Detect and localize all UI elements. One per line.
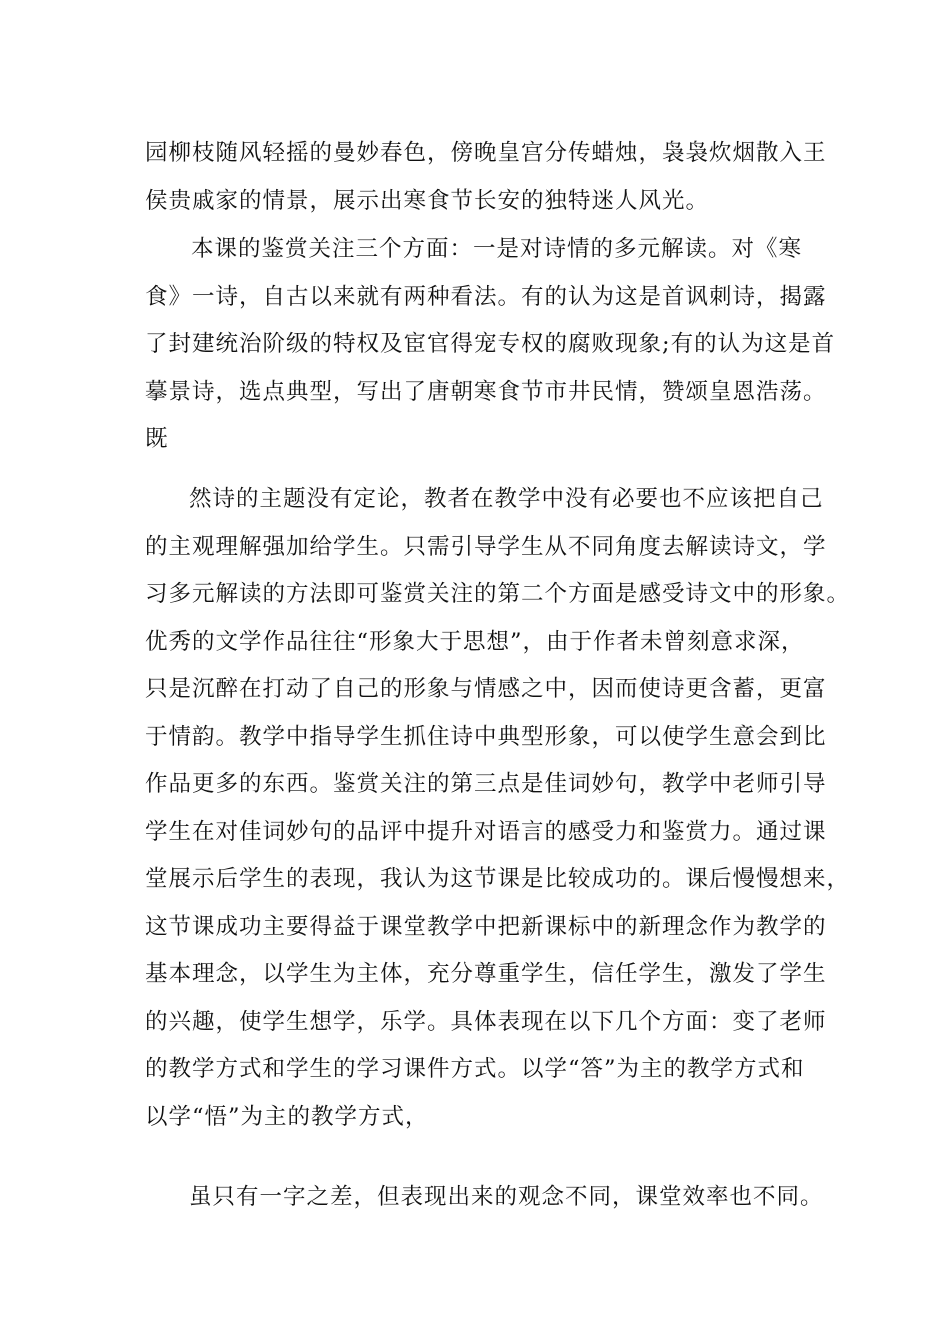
- text-line: 只是沉醉在打动了自己的形象与情感之中，因而使诗更含蓄，更富: [145, 676, 827, 702]
- text-line: 优秀的文学作品往往“形象大于思想”，由于作者未曾刻意求深，: [145, 628, 805, 655]
- text-line: 本课的鉴赏关注三个方面：一是对诗情的多元解读。对《寒: [191, 236, 803, 262]
- text-line: 既: [145, 426, 169, 452]
- text-line: 以学“悟”为主的教学方式，: [145, 1103, 429, 1130]
- text-line: 虽只有一字之差，但表现出来的观念不同，课堂效率也不同。: [189, 1184, 824, 1210]
- text-line: 然诗的主题没有定论，教者在教学中没有必要也不应该把自己: [189, 486, 824, 512]
- text-line: 的教学方式和学生的学习课件方式。以学“答”为主的教学方式和: [145, 1056, 805, 1082]
- text-line: 的主观理解强加给学生。只需引导学生从不同角度去解读诗文，学: [145, 533, 827, 560]
- text-line: 园柳枝随风轻摇的曼妙春色，傍晚皇宫分传蜡烛，袅袅炊烟散入王: [145, 140, 827, 166]
- text-line: 摹景诗，选点典型，写出了唐朝寒食节市井民情，赞颂皇恩浩荡。: [145, 378, 827, 405]
- text-line: 了封建统治阶级的特权及宦官得宠专权的腐败现象;有的认为这是首: [145, 331, 836, 357]
- text-line: 基本理念，以学生为主体，充分尊重学生，信任学生，激发了学生: [145, 961, 827, 987]
- text-line: 作品更多的东西。鉴赏关注的第三点是佳词妙句，教学中老师引导: [145, 771, 827, 797]
- paragraph-difference: [145, 1174, 845, 1222]
- text-line: 学生在对佳词妙句的品评中提升对语言的感受力和鉴赏力。通过课: [145, 818, 827, 845]
- text-line: 侯贵戚家的情景，展示出寒食节长安的独特迷人风光。: [145, 187, 710, 214]
- text-line: 习多元解读的方法即可鉴赏关注的第二个方面是感受诗文中的形象。: [145, 581, 851, 607]
- paragraph-appreciation: [145, 226, 845, 464]
- text-line: 这节课成功主要得益于课堂教学中把新课标中的新理念作为教学的: [145, 913, 827, 940]
- paragraph-theme: [145, 476, 851, 1141]
- text-line: 食》一诗，自古以来就有两种看法。有的认为这是首讽刺诗，揭露: [145, 283, 827, 310]
- paragraph-continued: [145, 130, 845, 225]
- text-line: 于情韵。教学中指导学生抓住诗中典型形象，可以使学生意会到比: [145, 723, 827, 750]
- text-line: 堂展示后学生的表现，我认为这节课是比较成功的。课后慢慢想来，: [145, 866, 851, 892]
- text-line: 的兴趣，使学生想学，乐学。具体表现在以下几个方面：变了老师: [145, 1008, 827, 1035]
